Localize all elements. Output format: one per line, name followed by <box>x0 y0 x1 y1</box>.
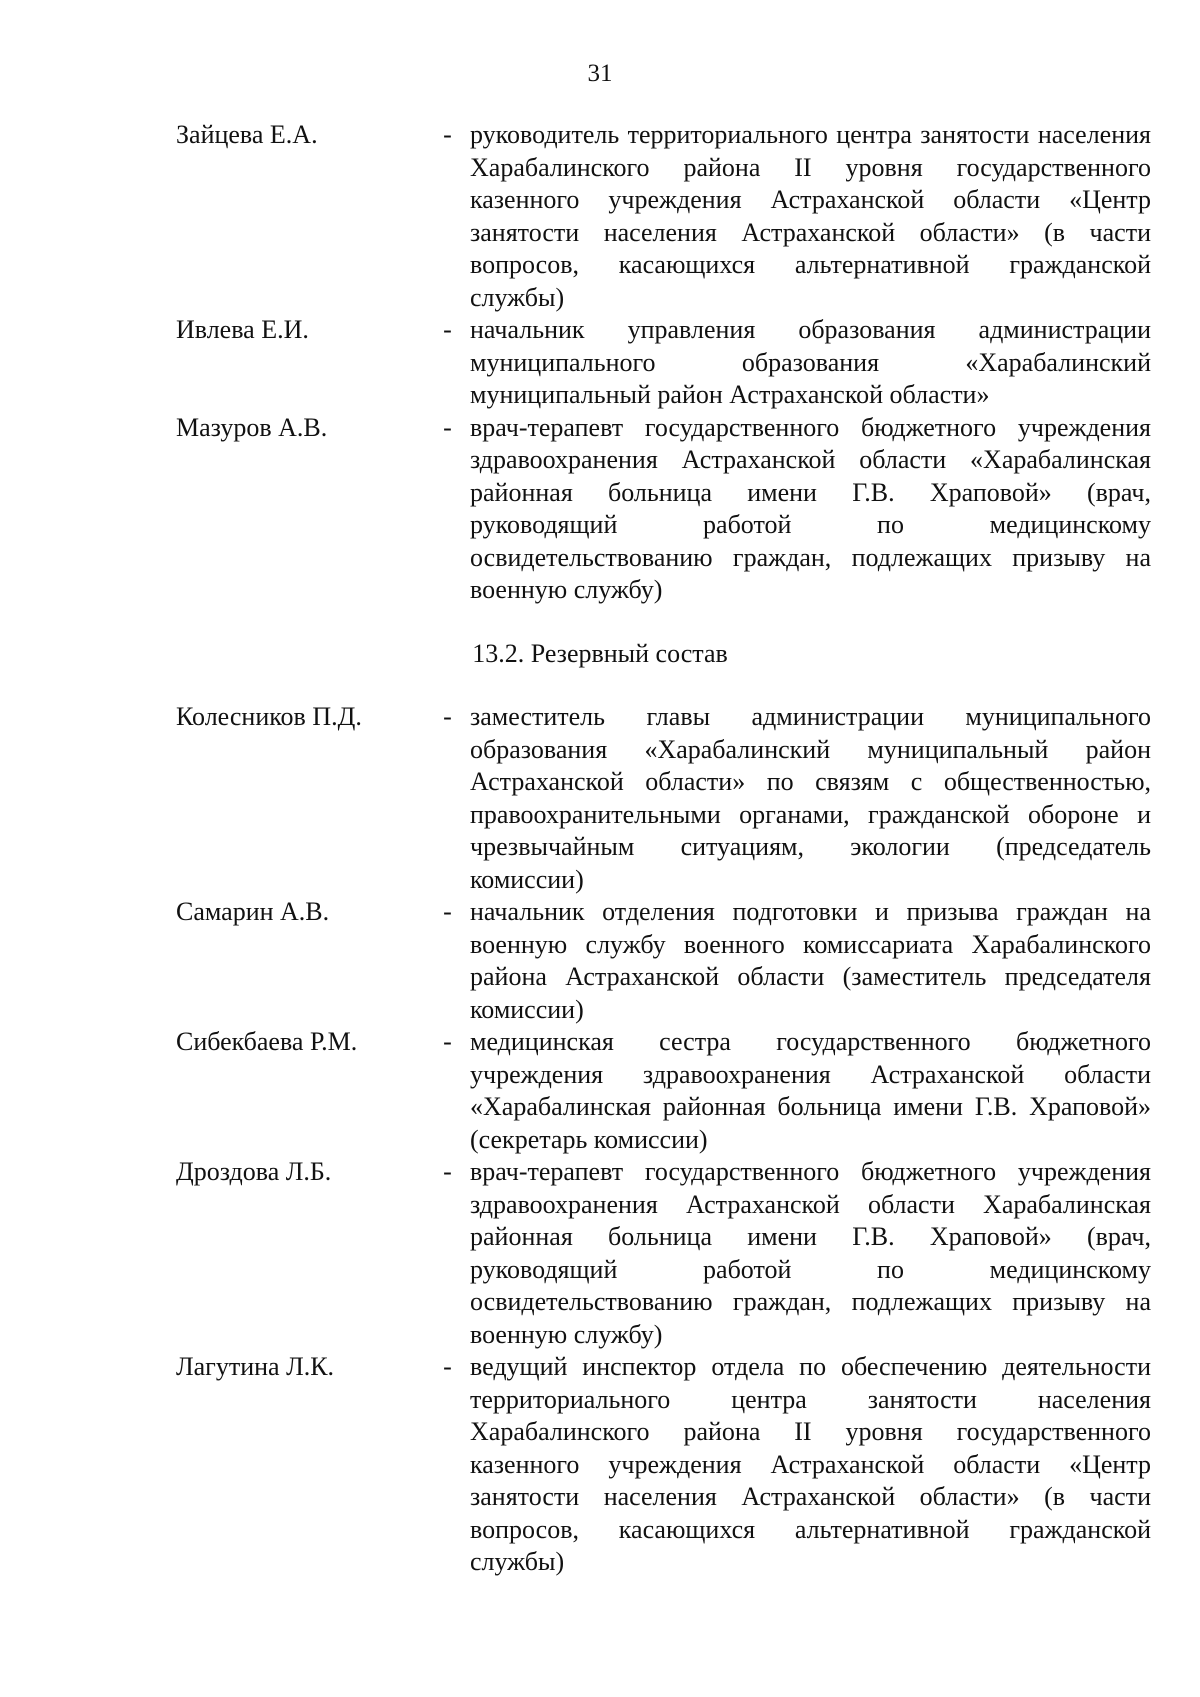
member-position: начальник управления образования администрации муниципального образования «Харабалинский муниципальный район Астраханской области» <box>470 315 1151 409</box>
page-number: 31 <box>587 60 613 87</box>
member-position: заместитель главы администрации муниципального образования «Харабалинский муниципальный район Астраханской области» по связям с общественностью, правоохранительными органами, гражданской обороне и чрезвычайным ситуациям, экологии (председатель комиссии) <box>470 702 1151 894</box>
member-dash: - <box>443 1352 452 1381</box>
member-entry <box>176 412 1151 607</box>
member-name: Дроздова Л.Б. <box>176 1157 332 1186</box>
member-name: Сибекбаева Р.М. <box>176 1027 358 1056</box>
member-name: Самарин А.В. <box>176 897 330 926</box>
member-dash: - <box>443 702 452 731</box>
member-name: Лагутина Л.К. <box>176 1352 335 1381</box>
member-dash: - <box>443 412 452 442</box>
member-name: Колесников П.Д. <box>176 702 362 731</box>
member-name: Зайцева Е.А. <box>176 120 318 149</box>
member-entry <box>176 119 1151 314</box>
member-name: Ивлева Е.И. <box>176 315 309 344</box>
member-entry <box>176 896 1151 1026</box>
member-dash: - <box>443 897 452 926</box>
member-dash: - <box>443 1157 452 1186</box>
member-position: врач-терапевт государственного бюджетного учреждения здравоохранения Астраханской области «Харабалинская районная больница имени Г.В. Храповой» (врач, руководящий работой по медицинскому освидетельствованию граждан, подлежащих призыву на военную службу) <box>470 412 1151 604</box>
reserve-members-list <box>176 701 1151 1579</box>
member-name: Мазуров А.В. <box>176 412 328 442</box>
member-entry <box>176 1156 1151 1351</box>
member-dash: - <box>443 315 452 344</box>
member-entry <box>176 701 1151 896</box>
member-position: медицинская сестра государственного бюджетного учреждения здравоохранения Астраханской области «Харабалинская районная больница имени Г.В. Храповой» (секретарь комиссии) <box>470 1027 1151 1154</box>
member-entry <box>176 314 1151 412</box>
member-position: начальник отделения подготовки и призыва граждан на военную службу военного комиссариата Харабалинского района Астраханской области (заместитель председателя комиссии) <box>470 897 1151 1024</box>
main-members-list <box>176 119 1151 607</box>
member-position: ведущий инспектор отдела по обеспечению деятельности территориального центра занятости населения Харабалинского района II уровня государственного казенного учреждения Астраханской области «Центр занятости населения Астраханской области» (в части вопросов, касающихся альтернативной гражданской службы) <box>470 1352 1151 1576</box>
member-position: руководитель территориального центра занятости населения Харабалинского района II уровня государственного казенного учреждения Астраханской области «Центр занятости населения Астраханской области» (в части вопросов, касающихся альтернативной гражданской службы) <box>470 120 1151 312</box>
member-dash: - <box>443 120 452 149</box>
member-entry <box>176 1026 1151 1156</box>
member-position: врач-терапевт государственного бюджетного учреждения здравоохранения Астраханской области Харабалинская районная больница имени Г.В. Храповой» (врач, руководящий работой по медицинскому освидетельствованию граждан, подлежащих призыву на военную службу) <box>470 1157 1151 1349</box>
section-title: 13.2. Резервный состав <box>472 639 728 668</box>
member-entry <box>176 1351 1151 1579</box>
member-dash: - <box>443 1027 452 1056</box>
